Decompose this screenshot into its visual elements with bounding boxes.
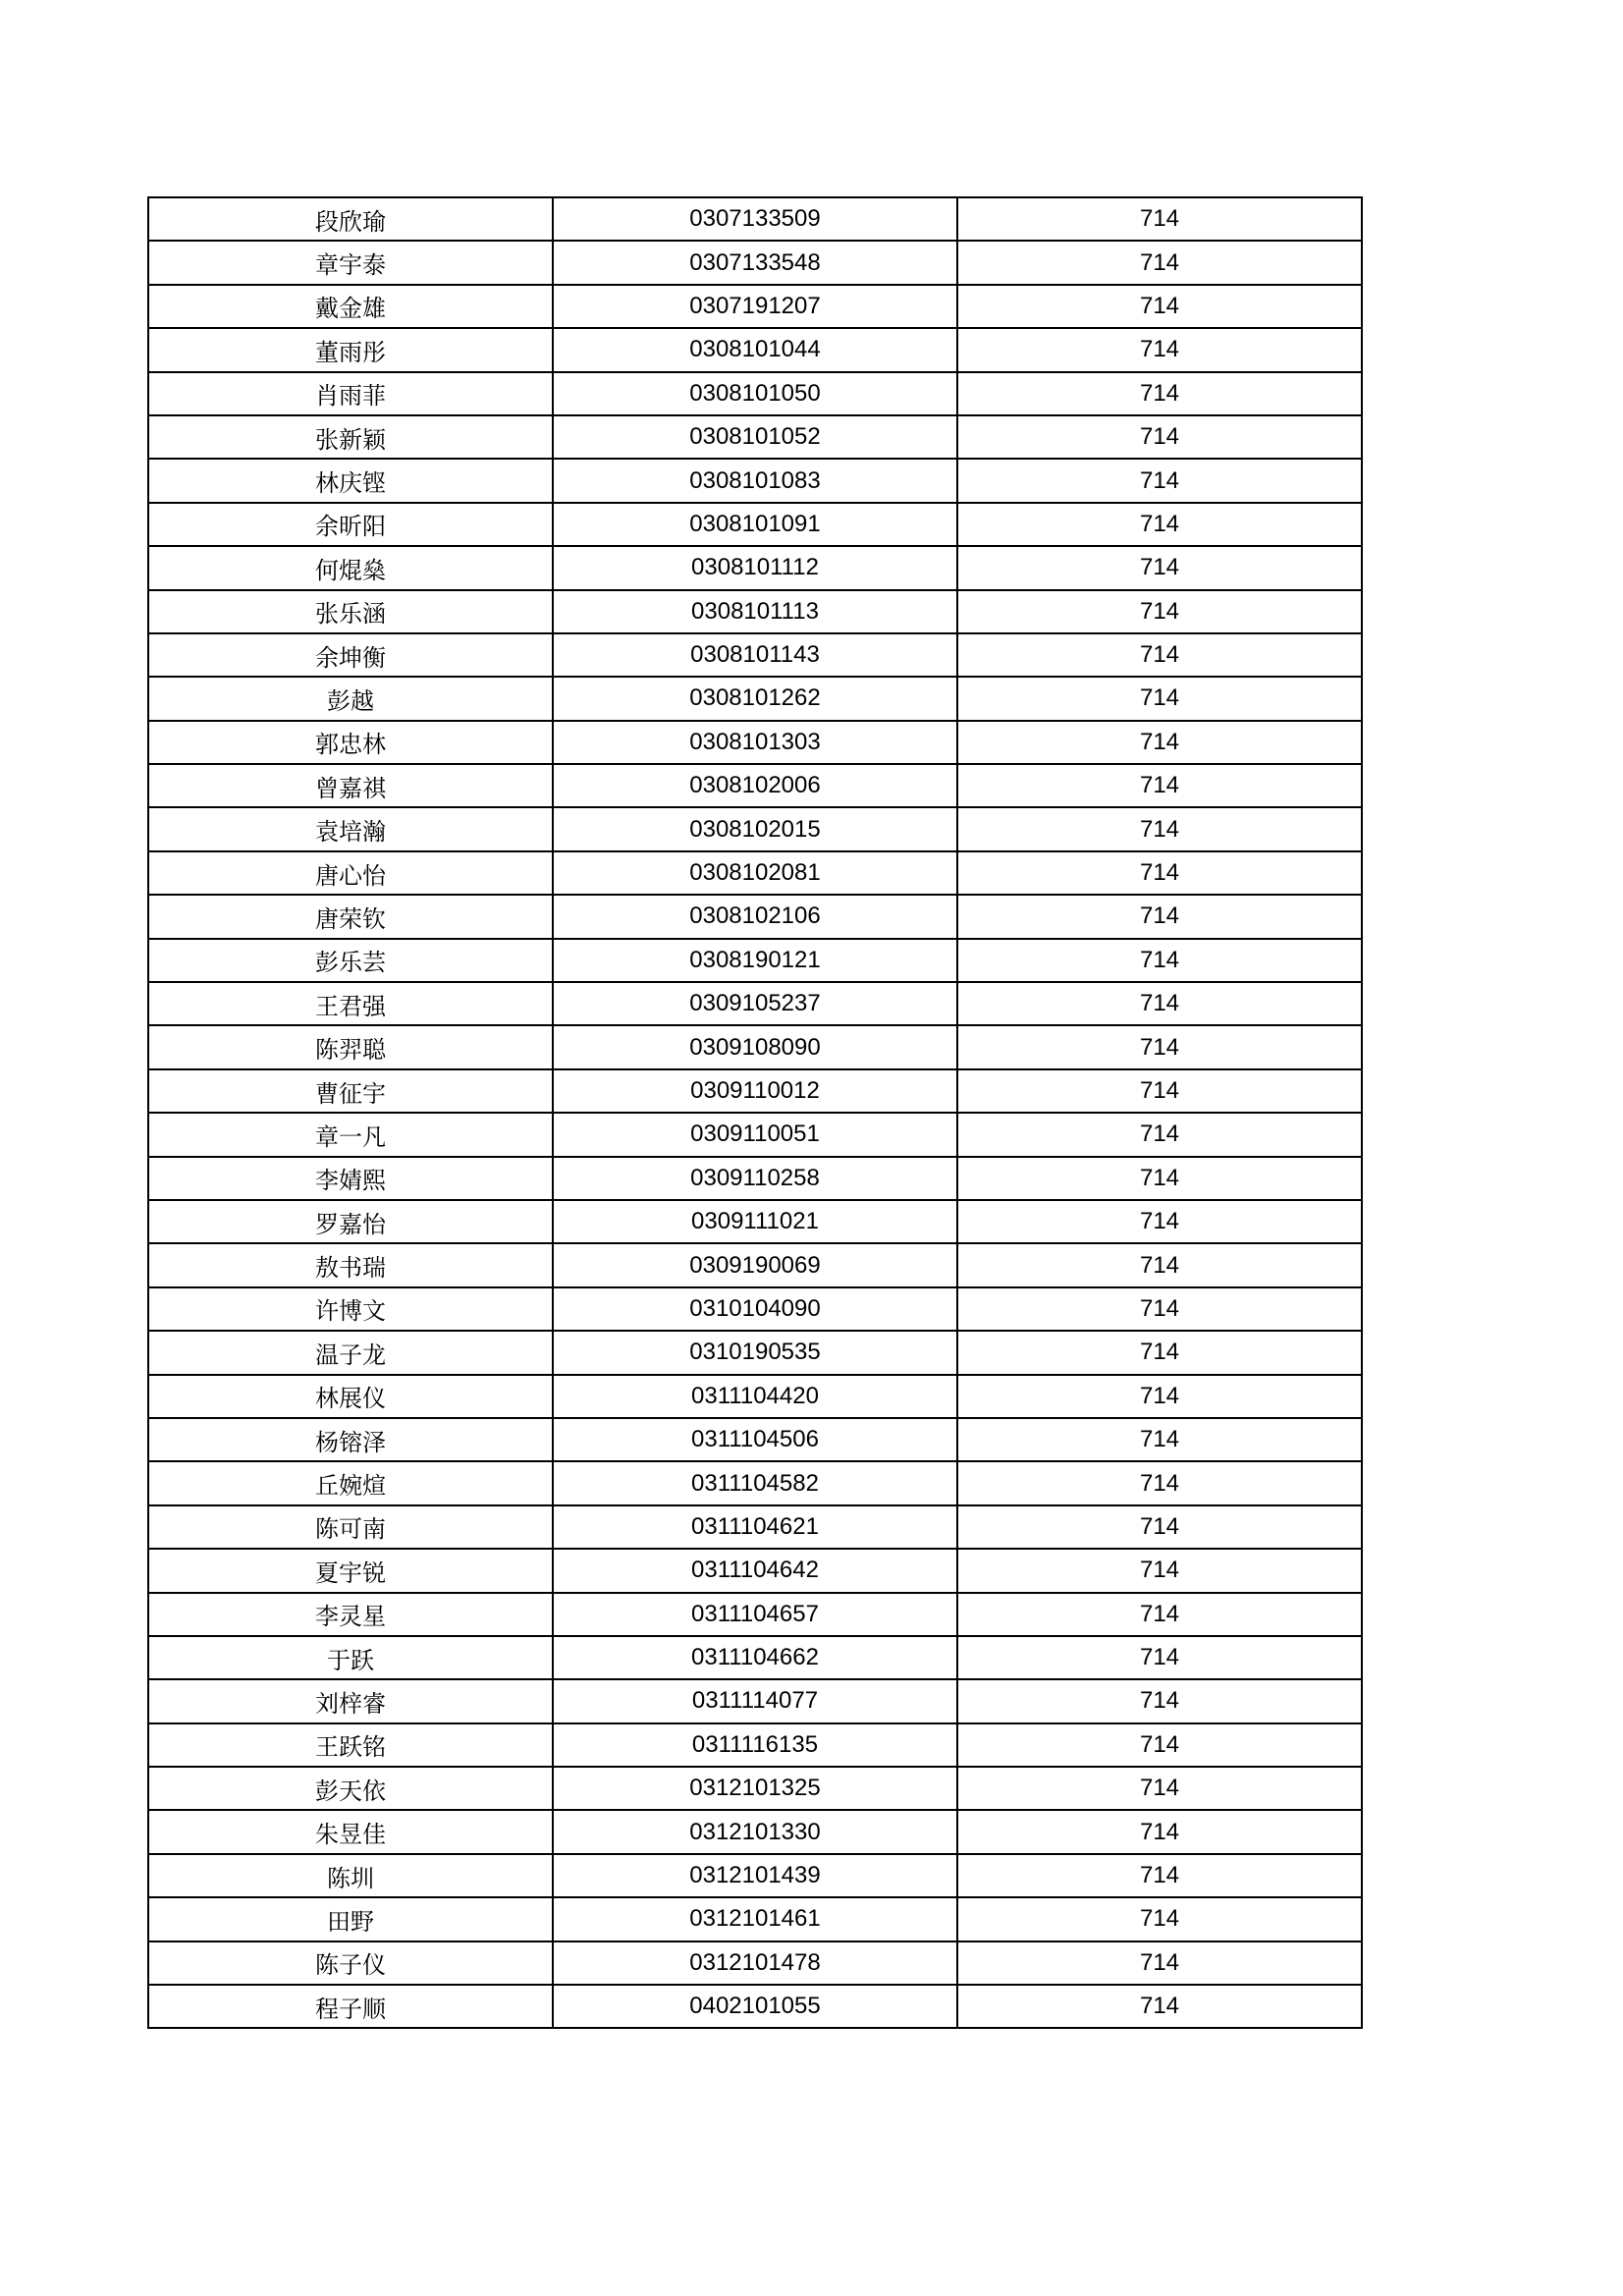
student-id-cell: 0308102081 (553, 851, 957, 895)
student-name-cell: 田野 (148, 1897, 553, 1941)
student-id-cell: 0311104662 (553, 1636, 957, 1679)
score-cell: 714 (957, 241, 1362, 284)
student-name-cell: 罗嘉怡 (148, 1200, 553, 1243)
student-id-cell: 0309190069 (553, 1243, 957, 1286)
student-name-cell: 丘婉煊 (148, 1461, 553, 1504)
student-name-cell: 于跃 (148, 1636, 553, 1679)
score-cell: 714 (957, 503, 1362, 546)
table-row (148, 1157, 1362, 1200)
table-row (148, 851, 1362, 895)
table-row (148, 1679, 1362, 1722)
student-name-cell: 何焜燊 (148, 546, 553, 589)
table-row (148, 1375, 1362, 1418)
table-row (148, 1549, 1362, 1592)
score-cell: 714 (957, 546, 1362, 589)
student-id-cell: 0309105237 (553, 982, 957, 1025)
student-id-cell: 0311104642 (553, 1549, 957, 1592)
table-row (148, 1854, 1362, 1897)
score-cell: 714 (957, 1461, 1362, 1504)
student-name-cell: 张新颖 (148, 415, 553, 459)
student-name-cell: 章一凡 (148, 1113, 553, 1156)
student-name-cell: 朱昱佳 (148, 1810, 553, 1853)
student-id-cell: 0308101044 (553, 328, 957, 371)
student-name-cell: 陈可南 (148, 1505, 553, 1549)
table-row (148, 1287, 1362, 1331)
table-row (148, 807, 1362, 850)
table-row (148, 328, 1362, 371)
score-cell: 714 (957, 1767, 1362, 1810)
student-id-cell: 0308101091 (553, 503, 957, 546)
student-name-cell: 杨镕泽 (148, 1418, 553, 1461)
table-row (148, 459, 1362, 502)
table-row (148, 1200, 1362, 1243)
score-cell: 714 (957, 590, 1362, 633)
table-row (148, 503, 1362, 546)
student-id-cell: 0308101143 (553, 633, 957, 677)
table-row (148, 1810, 1362, 1853)
table-row (148, 633, 1362, 677)
score-cell: 714 (957, 807, 1362, 850)
student-id-cell: 0309110012 (553, 1069, 957, 1113)
score-cell: 714 (957, 1243, 1362, 1286)
student-id-cell: 0308190121 (553, 939, 957, 982)
table-row (148, 1985, 1362, 2028)
student-name-cell: 许博文 (148, 1287, 553, 1331)
student-name-cell: 王君强 (148, 982, 553, 1025)
student-name-cell: 彭越 (148, 677, 553, 720)
student-id-cell: 0311104621 (553, 1505, 957, 1549)
score-table (147, 196, 1363, 2029)
student-id-cell: 0312101330 (553, 1810, 957, 1853)
student-id-cell: 0309111021 (553, 1200, 957, 1243)
student-id-cell: 0312101478 (553, 1941, 957, 1985)
student-name-cell: 郭忠林 (148, 721, 553, 764)
student-id-cell: 0308101112 (553, 546, 957, 589)
student-name-cell: 林展仪 (148, 1375, 553, 1418)
student-id-cell: 0309108090 (553, 1025, 957, 1068)
table-row (148, 1941, 1362, 1985)
student-name-cell: 段欣瑜 (148, 197, 553, 241)
student-name-cell: 余昕阳 (148, 503, 553, 546)
student-id-cell: 0308102106 (553, 895, 957, 938)
table-row (148, 1767, 1362, 1810)
student-id-cell: 0308101083 (553, 459, 957, 502)
student-id-cell: 0308102006 (553, 764, 957, 807)
score-cell: 714 (957, 372, 1362, 415)
score-cell: 714 (957, 1157, 1362, 1200)
student-id-cell: 0311116135 (553, 1723, 957, 1767)
student-name-cell: 张乐涵 (148, 590, 553, 633)
student-id-cell: 0311104506 (553, 1418, 957, 1461)
score-cell: 714 (957, 415, 1362, 459)
student-id-cell: 0308101113 (553, 590, 957, 633)
student-name-cell: 夏宇锐 (148, 1549, 553, 1592)
table-row (148, 1025, 1362, 1068)
table-row (148, 1593, 1362, 1636)
score-cell: 714 (957, 721, 1362, 764)
score-cell: 714 (957, 1593, 1362, 1636)
student-id-cell: 0312101439 (553, 1854, 957, 1897)
table-row (148, 1113, 1362, 1156)
student-name-cell: 陈羿聪 (148, 1025, 553, 1068)
score-table-body (148, 197, 1362, 2028)
table-row (148, 1461, 1362, 1504)
score-cell: 714 (957, 764, 1362, 807)
score-cell: 714 (957, 285, 1362, 328)
score-cell: 714 (957, 1810, 1362, 1853)
student-id-cell: 0309110051 (553, 1113, 957, 1156)
student-name-cell: 袁培瀚 (148, 807, 553, 850)
student-name-cell: 彭天依 (148, 1767, 553, 1810)
score-cell: 714 (957, 1331, 1362, 1374)
student-name-cell: 唐荣钦 (148, 895, 553, 938)
student-id-cell: 0310104090 (553, 1287, 957, 1331)
table-row (148, 721, 1362, 764)
score-cell: 714 (957, 895, 1362, 938)
student-name-cell: 曾嘉祺 (148, 764, 553, 807)
student-id-cell: 0312101461 (553, 1897, 957, 1941)
student-name-cell: 李灵星 (148, 1593, 553, 1636)
student-id-cell: 0310190535 (553, 1331, 957, 1374)
student-id-cell: 0308101050 (553, 372, 957, 415)
table-row (148, 939, 1362, 982)
score-cell: 714 (957, 459, 1362, 502)
score-cell: 714 (957, 1069, 1362, 1113)
student-name-cell: 章宇泰 (148, 241, 553, 284)
score-cell: 714 (957, 1941, 1362, 1985)
student-name-cell: 温子龙 (148, 1331, 553, 1374)
score-cell: 714 (957, 1200, 1362, 1243)
student-id-cell: 0308101052 (553, 415, 957, 459)
score-cell: 714 (957, 1025, 1362, 1068)
student-name-cell: 戴金雄 (148, 285, 553, 328)
student-id-cell: 0311104657 (553, 1593, 957, 1636)
table-row (148, 1069, 1362, 1113)
student-id-cell: 0311104582 (553, 1461, 957, 1504)
student-id-cell: 0308101303 (553, 721, 957, 764)
student-name-cell: 刘梓睿 (148, 1679, 553, 1722)
student-name-cell: 董雨彤 (148, 328, 553, 371)
table-row (148, 1505, 1362, 1549)
score-cell: 714 (957, 1985, 1362, 2028)
table-row (148, 415, 1362, 459)
table-row (148, 1243, 1362, 1286)
table-row (148, 1723, 1362, 1767)
score-cell: 714 (957, 1897, 1362, 1941)
student-id-cell: 0311104420 (553, 1375, 957, 1418)
student-id-cell: 0307133509 (553, 197, 957, 241)
student-name-cell: 陈子仪 (148, 1941, 553, 1985)
score-cell: 714 (957, 633, 1362, 677)
score-cell: 714 (957, 939, 1362, 982)
student-name-cell: 李婧熙 (148, 1157, 553, 1200)
table-row (148, 372, 1362, 415)
score-cell: 714 (957, 1636, 1362, 1679)
score-cell: 714 (957, 197, 1362, 241)
score-cell: 714 (957, 1505, 1362, 1549)
table-row (148, 764, 1362, 807)
student-id-cell: 0309110258 (553, 1157, 957, 1200)
student-name-cell: 余坤衡 (148, 633, 553, 677)
student-name-cell: 肖雨菲 (148, 372, 553, 415)
table-row (148, 285, 1362, 328)
table-row (148, 982, 1362, 1025)
score-cell: 714 (957, 1723, 1362, 1767)
table-row (148, 590, 1362, 633)
table-row (148, 197, 1362, 241)
score-cell: 714 (957, 982, 1362, 1025)
student-name-cell: 程子顺 (148, 1985, 553, 2028)
table-row (148, 1897, 1362, 1941)
table-row (148, 546, 1362, 589)
table-row (148, 1636, 1362, 1679)
student-id-cell: 0307133548 (553, 241, 957, 284)
score-cell: 714 (957, 851, 1362, 895)
score-cell: 714 (957, 1113, 1362, 1156)
student-name-cell: 陈圳 (148, 1854, 553, 1897)
student-id-cell: 0402101055 (553, 1985, 957, 2028)
student-id-cell: 0308102015 (553, 807, 957, 850)
student-name-cell: 彭乐芸 (148, 939, 553, 982)
score-cell: 714 (957, 1679, 1362, 1722)
student-name-cell: 唐心怡 (148, 851, 553, 895)
table-row (148, 241, 1362, 284)
student-name-cell: 敖书瑞 (148, 1243, 553, 1286)
student-name-cell: 林庆铿 (148, 459, 553, 502)
student-id-cell: 0308101262 (553, 677, 957, 720)
student-name-cell: 王跃铭 (148, 1723, 553, 1767)
score-cell: 714 (957, 1418, 1362, 1461)
table-row (148, 677, 1362, 720)
score-cell: 714 (957, 1375, 1362, 1418)
table-row (148, 1331, 1362, 1374)
student-id-cell: 0311114077 (553, 1679, 957, 1722)
score-cell: 714 (957, 677, 1362, 720)
table-row (148, 895, 1362, 938)
score-cell: 714 (957, 328, 1362, 371)
student-name-cell: 曹征宇 (148, 1069, 553, 1113)
student-id-cell: 0307191207 (553, 285, 957, 328)
score-cell: 714 (957, 1549, 1362, 1592)
score-cell: 714 (957, 1287, 1362, 1331)
score-cell: 714 (957, 1854, 1362, 1897)
table-row (148, 1418, 1362, 1461)
student-id-cell: 0312101325 (553, 1767, 957, 1810)
